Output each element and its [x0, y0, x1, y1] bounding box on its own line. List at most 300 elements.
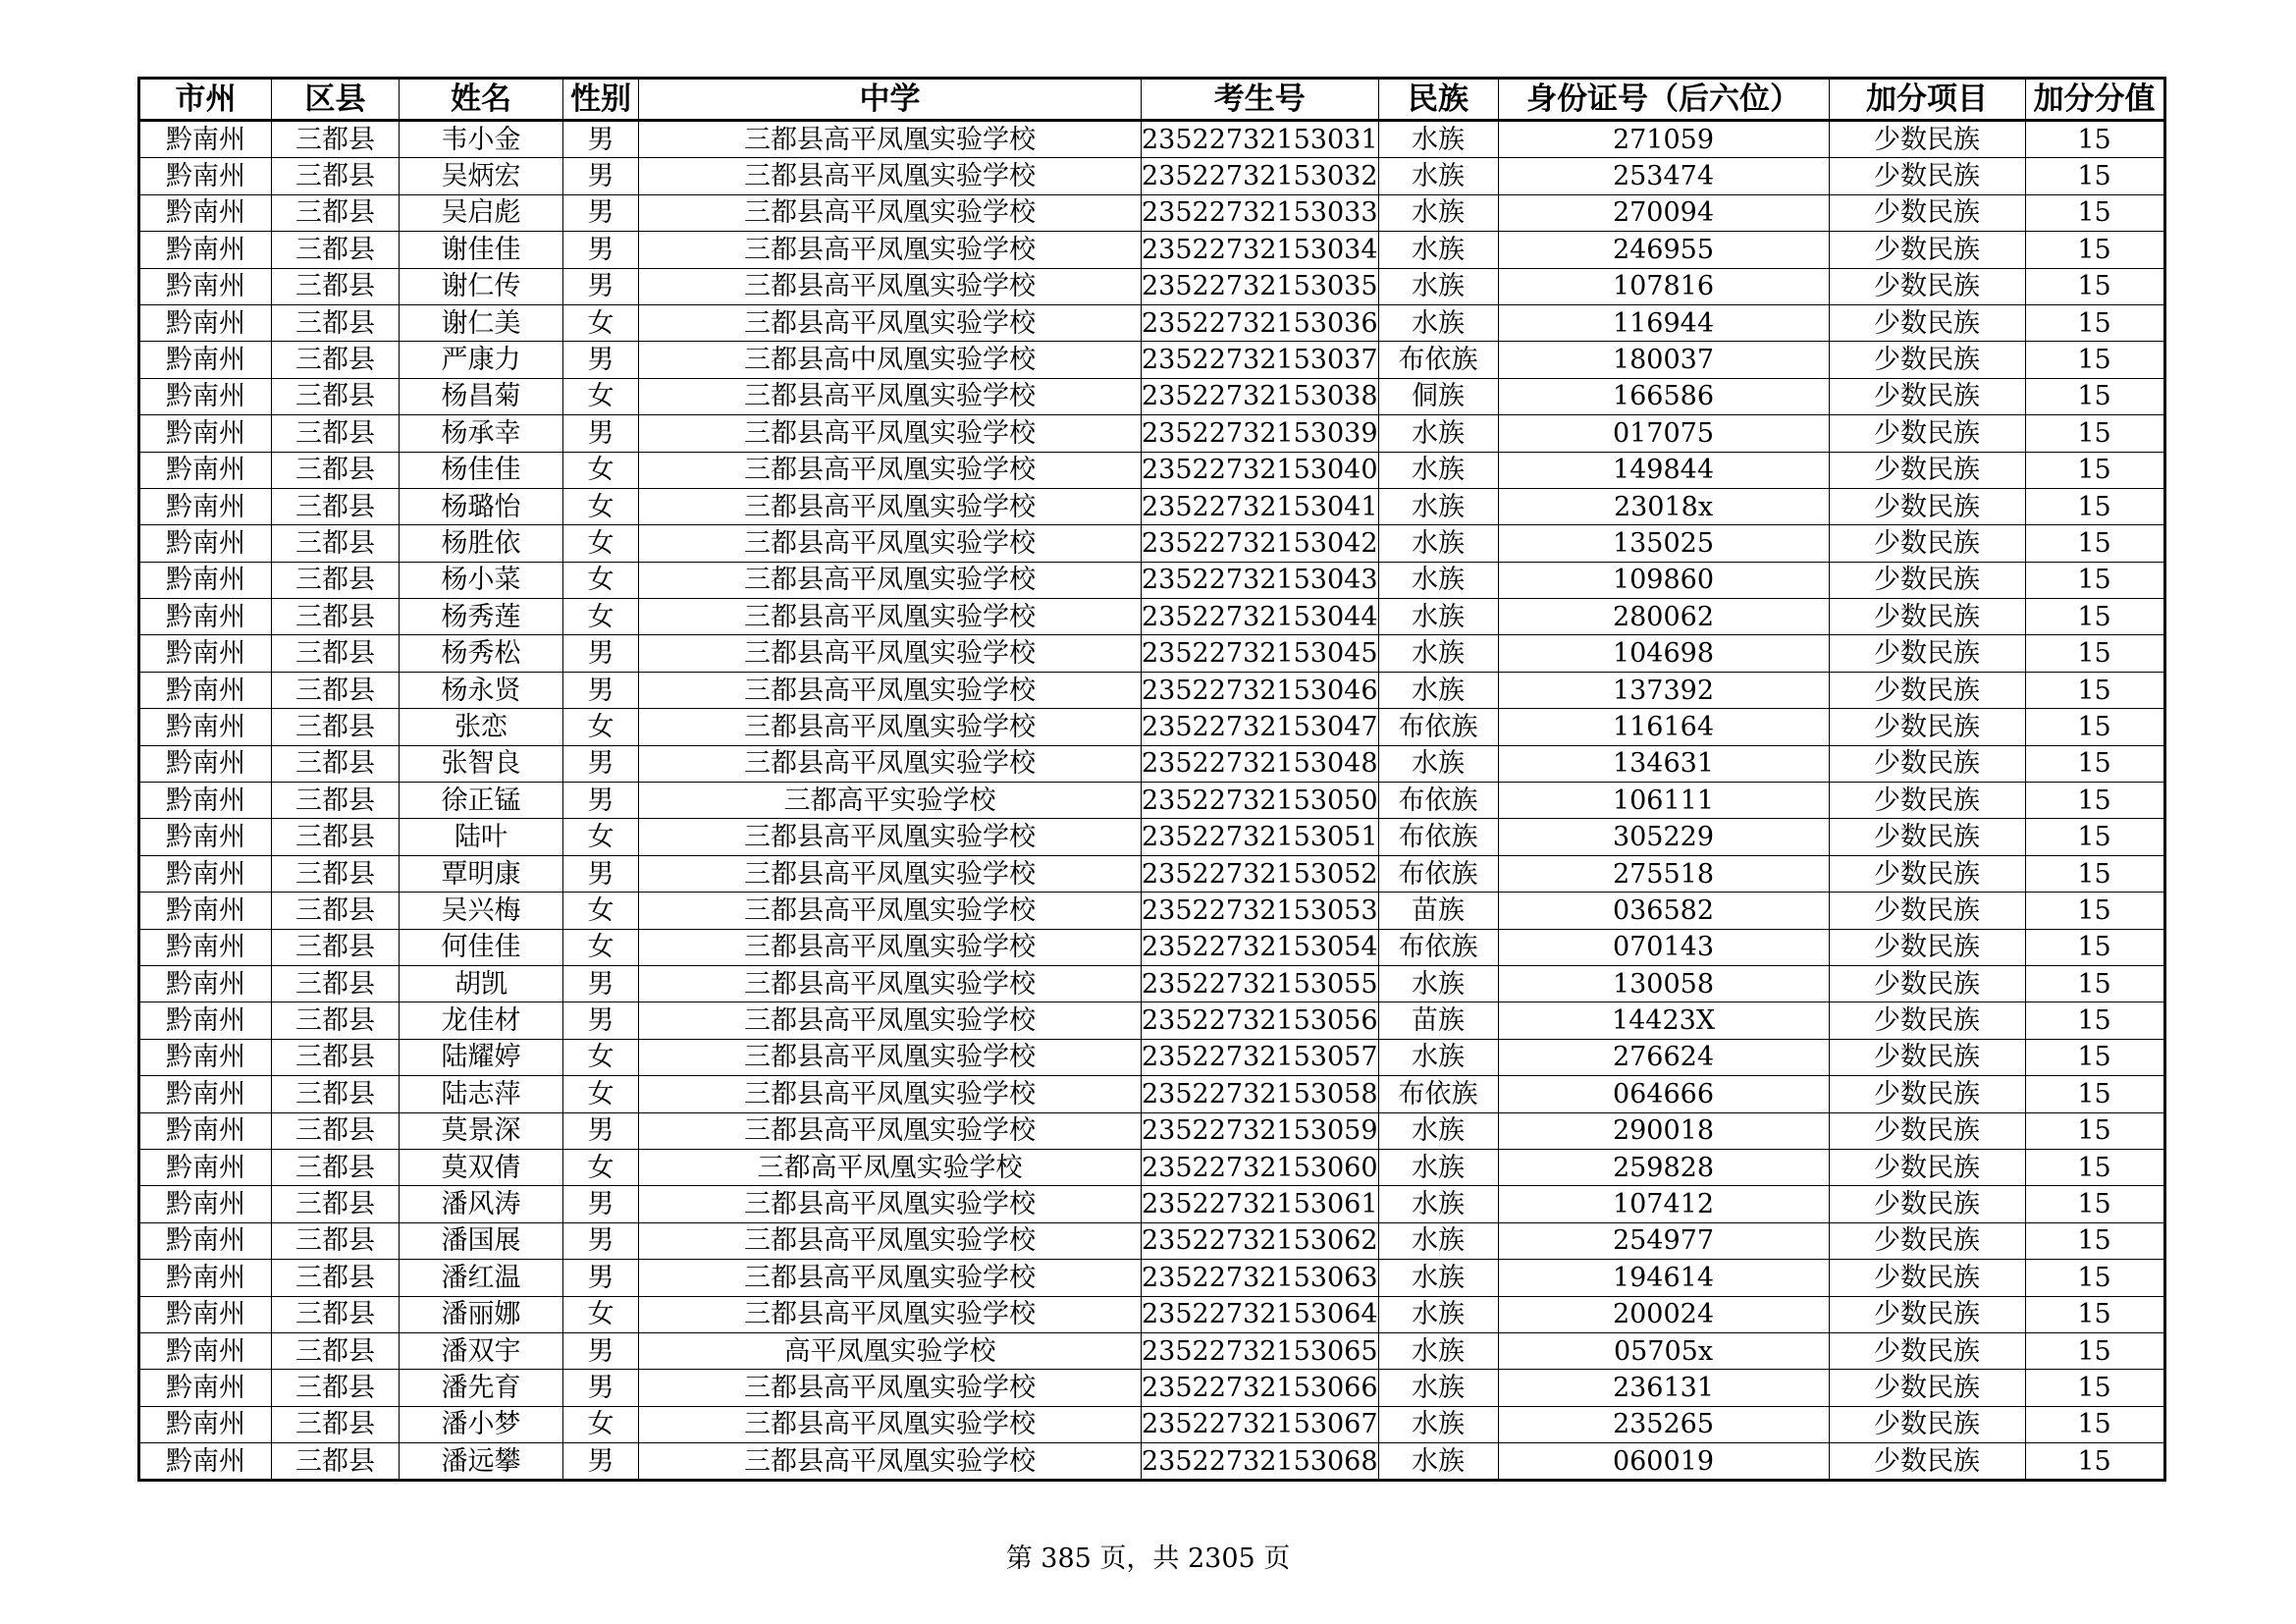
cell-gender: 男 — [563, 415, 639, 452]
cell-ethnicity: 水族 — [1378, 599, 1498, 635]
cell-id-last-six: 259828 — [1498, 1149, 1829, 1185]
cell-name: 胡凯 — [400, 965, 563, 1001]
cell-bonus-item: 少数民族 — [1829, 672, 2025, 708]
cell-exam-number: 23522732153061 — [1142, 1186, 1379, 1222]
cell-exam-number: 23522732153064 — [1142, 1296, 1379, 1332]
cell-gender: 男 — [563, 635, 639, 672]
cell-id-last-six: 107412 — [1498, 1186, 1829, 1222]
cell-bonus-points: 15 — [2025, 1076, 2164, 1112]
col-header-gender: 性别 — [563, 79, 639, 121]
cell-school: 三都县高平凤凰实验学校 — [639, 965, 1142, 1001]
table-body — [139, 121, 2165, 1481]
cell-name: 谢仁传 — [400, 268, 563, 304]
cell-gender: 男 — [563, 1222, 639, 1259]
cell-exam-number: 23522732153053 — [1142, 893, 1379, 929]
cell-ethnicity: 水族 — [1378, 268, 1498, 304]
cell-gender: 男 — [563, 1443, 639, 1481]
cell-county: 三都县 — [272, 1076, 400, 1112]
table-header-row — [139, 79, 2165, 121]
cell-city: 黔南州 — [139, 1370, 272, 1406]
cell-ethnicity: 水族 — [1378, 1260, 1498, 1296]
cell-county: 三都县 — [272, 1112, 400, 1149]
cell-name: 杨胜依 — [400, 525, 563, 562]
cell-id-last-six: 107816 — [1498, 268, 1829, 304]
cell-bonus-points: 15 — [2025, 194, 2164, 231]
cell-gender: 女 — [563, 709, 639, 745]
cell-bonus-points: 15 — [2025, 1186, 2164, 1222]
cell-ethnicity: 水族 — [1378, 1370, 1498, 1406]
cell-id-last-six: 271059 — [1498, 121, 1829, 158]
table-row — [139, 1443, 2165, 1481]
cell-county: 三都县 — [272, 378, 400, 414]
cell-bonus-item: 少数民族 — [1829, 893, 2025, 929]
cell-ethnicity: 水族 — [1378, 488, 1498, 524]
cell-exam-number: 23522732153066 — [1142, 1370, 1379, 1406]
col-header-city: 市州 — [139, 79, 272, 121]
cell-bonus-points: 15 — [2025, 268, 2164, 304]
cell-gender: 女 — [563, 378, 639, 414]
cell-name: 杨永贤 — [400, 672, 563, 708]
cell-gender: 男 — [563, 158, 639, 194]
cell-gender: 男 — [563, 232, 639, 268]
cell-name: 严康力 — [400, 342, 563, 378]
cell-county: 三都县 — [272, 929, 400, 965]
cell-gender: 男 — [563, 965, 639, 1001]
cell-id-last-six: 064666 — [1498, 1076, 1829, 1112]
cell-city: 黔南州 — [139, 488, 272, 524]
cell-bonus-points: 15 — [2025, 1222, 2164, 1259]
cell-id-last-six: 130058 — [1498, 965, 1829, 1001]
cell-city: 黔南州 — [139, 121, 272, 158]
cell-exam-number: 23522732153035 — [1142, 268, 1379, 304]
cell-id-last-six: 276624 — [1498, 1039, 1829, 1075]
cell-name: 莫景深 — [400, 1112, 563, 1149]
cell-bonus-points: 15 — [2025, 893, 2164, 929]
cell-school: 三都县高平凤凰实验学校 — [639, 1002, 1142, 1039]
cell-gender: 女 — [563, 893, 639, 929]
cell-school: 三都高平凤凰实验学校 — [639, 1149, 1142, 1185]
cell-city: 黔南州 — [139, 268, 272, 304]
table-row — [139, 415, 2165, 452]
cell-bonus-item: 少数民族 — [1829, 745, 2025, 782]
cell-city: 黔南州 — [139, 415, 272, 452]
cell-exam-number: 23522732153044 — [1142, 599, 1379, 635]
cell-county: 三都县 — [272, 965, 400, 1001]
cell-gender: 女 — [563, 1076, 639, 1112]
cell-bonus-item: 少数民族 — [1829, 1443, 2025, 1481]
cell-name: 潘远攀 — [400, 1443, 563, 1481]
cell-school: 三都县高平凤凰实验学校 — [639, 929, 1142, 965]
table-row — [139, 488, 2165, 524]
cell-city: 黔南州 — [139, 1186, 272, 1222]
cell-city: 黔南州 — [139, 1260, 272, 1296]
cell-id-last-six: 290018 — [1498, 1112, 1829, 1149]
table-row — [139, 562, 2165, 598]
cell-county: 三都县 — [272, 745, 400, 782]
cell-bonus-points: 15 — [2025, 1332, 2164, 1369]
cell-city: 黔南州 — [139, 232, 272, 268]
table-row — [139, 855, 2165, 892]
cell-bonus-points: 15 — [2025, 342, 2164, 378]
cell-city: 黔南州 — [139, 965, 272, 1001]
cell-ethnicity: 水族 — [1378, 562, 1498, 598]
col-header-ethnicity: 民族 — [1378, 79, 1498, 121]
cell-gender: 女 — [563, 1149, 639, 1185]
cell-city: 黔南州 — [139, 1039, 272, 1075]
cell-bonus-item: 少数民族 — [1829, 525, 2025, 562]
cell-city: 黔南州 — [139, 855, 272, 892]
cell-name: 张恋 — [400, 709, 563, 745]
cell-bonus-item: 少数民族 — [1829, 1112, 2025, 1149]
table-row — [139, 525, 2165, 562]
cell-bonus-item: 少数民族 — [1829, 1296, 2025, 1332]
cell-school: 三都县高平凤凰实验学校 — [639, 1296, 1142, 1332]
cell-county: 三都县 — [272, 1406, 400, 1442]
cell-county: 三都县 — [272, 635, 400, 672]
cell-id-last-six: 05705x — [1498, 1332, 1829, 1369]
cell-bonus-points: 15 — [2025, 562, 2164, 598]
table-row — [139, 709, 2165, 745]
cell-bonus-item: 少数民族 — [1829, 1406, 2025, 1442]
cell-bonus-points: 15 — [2025, 745, 2164, 782]
cell-city: 黔南州 — [139, 342, 272, 378]
cell-bonus-item: 少数民族 — [1829, 1039, 2025, 1075]
cell-id-last-six: 194614 — [1498, 1260, 1829, 1296]
cell-city: 黔南州 — [139, 452, 272, 488]
cell-exam-number: 23522732153047 — [1142, 709, 1379, 745]
cell-name: 潘双宇 — [400, 1332, 563, 1369]
table-row — [139, 1260, 2165, 1296]
cell-city: 黔南州 — [139, 378, 272, 414]
cell-county: 三都县 — [272, 1149, 400, 1185]
col-header-name: 姓名 — [400, 79, 563, 121]
cell-bonus-item: 少数民族 — [1829, 342, 2025, 378]
cell-county: 三都县 — [272, 819, 400, 855]
cell-school: 三都县高平凤凰实验学校 — [639, 158, 1142, 194]
cell-bonus-points: 15 — [2025, 1370, 2164, 1406]
cell-id-last-six: 104698 — [1498, 635, 1829, 672]
cell-exam-number: 23522732153056 — [1142, 1002, 1379, 1039]
cell-school: 三都县高平凤凰实验学校 — [639, 672, 1142, 708]
cell-id-last-six: 106111 — [1498, 783, 1829, 819]
cell-gender: 男 — [563, 745, 639, 782]
col-header-school: 中学 — [639, 79, 1142, 121]
cell-school: 三都县高中凤凰实验学校 — [639, 342, 1142, 378]
cell-bonus-points: 15 — [2025, 1002, 2164, 1039]
cell-ethnicity: 布依族 — [1378, 342, 1498, 378]
cell-exam-number: 23522732153058 — [1142, 1076, 1379, 1112]
cell-city: 黔南州 — [139, 1149, 272, 1185]
cell-gender: 男 — [563, 1332, 639, 1369]
cell-name: 杨承幸 — [400, 415, 563, 452]
cell-id-last-six: 270094 — [1498, 194, 1829, 231]
cell-bonus-points: 15 — [2025, 599, 2164, 635]
table-row — [139, 1186, 2165, 1222]
cell-bonus-points: 15 — [2025, 965, 2164, 1001]
cell-bonus-item: 少数民族 — [1829, 1370, 2025, 1406]
cell-bonus-points: 15 — [2025, 635, 2164, 672]
cell-bonus-points: 15 — [2025, 415, 2164, 452]
cell-gender: 男 — [563, 1370, 639, 1406]
cell-gender: 女 — [563, 599, 639, 635]
cell-bonus-points: 15 — [2025, 525, 2164, 562]
col-header-bonus-item: 加分项目 — [1829, 79, 2025, 121]
cell-bonus-item: 少数民族 — [1829, 965, 2025, 1001]
cell-bonus-item: 少数民族 — [1829, 452, 2025, 488]
cell-exam-number: 23522732153042 — [1142, 525, 1379, 562]
cell-county: 三都县 — [272, 268, 400, 304]
cell-county: 三都县 — [272, 1260, 400, 1296]
cell-bonus-item: 少数民族 — [1829, 415, 2025, 452]
cell-name: 吴炳宏 — [400, 158, 563, 194]
cell-bonus-points: 15 — [2025, 709, 2164, 745]
cell-school: 三都县高平凤凰实验学校 — [639, 194, 1142, 231]
cell-name: 何佳佳 — [400, 929, 563, 965]
cell-county: 三都县 — [272, 783, 400, 819]
cell-exam-number: 23522732153055 — [1142, 965, 1379, 1001]
cell-bonus-item: 少数民族 — [1829, 855, 2025, 892]
cell-gender: 男 — [563, 121, 639, 158]
cell-ethnicity: 水族 — [1378, 1149, 1498, 1185]
cell-name: 杨小菜 — [400, 562, 563, 598]
score-bonus-table — [137, 77, 2166, 1482]
cell-bonus-item: 少数民族 — [1829, 599, 2025, 635]
cell-city: 黔南州 — [139, 1076, 272, 1112]
cell-name: 陆志萍 — [400, 1076, 563, 1112]
cell-exam-number: 23522732153043 — [1142, 562, 1379, 598]
table-row — [139, 1076, 2165, 1112]
cell-bonus-points: 15 — [2025, 378, 2164, 414]
cell-ethnicity: 苗族 — [1378, 1002, 1498, 1039]
cell-ethnicity: 布依族 — [1378, 819, 1498, 855]
cell-county: 三都县 — [272, 415, 400, 452]
cell-name: 杨佳佳 — [400, 452, 563, 488]
table-row — [139, 1296, 2165, 1332]
cell-bonus-item: 少数民族 — [1829, 121, 2025, 158]
cell-ethnicity: 水族 — [1378, 158, 1498, 194]
cell-ethnicity: 水族 — [1378, 1443, 1498, 1481]
cell-exam-number: 23522732153033 — [1142, 194, 1379, 231]
cell-bonus-points: 15 — [2025, 672, 2164, 708]
cell-school: 三都县高平凤凰实验学校 — [639, 1222, 1142, 1259]
cell-bonus-item: 少数民族 — [1829, 194, 2025, 231]
cell-name: 韦小金 — [400, 121, 563, 158]
table-row — [139, 819, 2165, 855]
cell-county: 三都县 — [272, 232, 400, 268]
cell-school: 三都县高平凤凰实验学校 — [639, 1406, 1142, 1442]
cell-county: 三都县 — [272, 194, 400, 231]
cell-name: 潘红温 — [400, 1260, 563, 1296]
table-row — [139, 1370, 2165, 1406]
cell-bonus-points: 15 — [2025, 1039, 2164, 1075]
table-row — [139, 1002, 2165, 1039]
cell-bonus-points: 15 — [2025, 1149, 2164, 1185]
cell-exam-number: 23522732153060 — [1142, 1149, 1379, 1185]
cell-school: 三都县高平凤凰实验学校 — [639, 1443, 1142, 1481]
col-header-exam-number: 考生号 — [1142, 79, 1379, 121]
cell-gender: 女 — [563, 488, 639, 524]
cell-gender: 男 — [563, 1112, 639, 1149]
cell-exam-number: 23522732153054 — [1142, 929, 1379, 965]
cell-school: 三都县高平凤凰实验学校 — [639, 1260, 1142, 1296]
cell-gender: 男 — [563, 268, 639, 304]
cell-ethnicity: 苗族 — [1378, 893, 1498, 929]
cell-id-last-six: 060019 — [1498, 1443, 1829, 1481]
cell-bonus-item: 少数民族 — [1829, 1222, 2025, 1259]
cell-city: 黔南州 — [139, 1222, 272, 1259]
cell-name: 潘先育 — [400, 1370, 563, 1406]
cell-gender: 女 — [563, 562, 639, 598]
cell-city: 黔南州 — [139, 635, 272, 672]
cell-name: 谢仁美 — [400, 304, 563, 341]
cell-exam-number: 23522732153038 — [1142, 378, 1379, 414]
cell-bonus-item: 少数民族 — [1829, 488, 2025, 524]
cell-school: 三都县高平凤凰实验学校 — [639, 121, 1142, 158]
cell-bonus-points: 15 — [2025, 855, 2164, 892]
cell-ethnicity: 水族 — [1378, 965, 1498, 1001]
cell-exam-number: 23522732153057 — [1142, 1039, 1379, 1075]
cell-county: 三都县 — [272, 672, 400, 708]
cell-city: 黔南州 — [139, 745, 272, 782]
cell-county: 三都县 — [272, 342, 400, 378]
cell-city: 黔南州 — [139, 1406, 272, 1442]
cell-county: 三都县 — [272, 1443, 400, 1481]
cell-school: 三都县高平凤凰实验学校 — [639, 1112, 1142, 1149]
table-row — [139, 452, 2165, 488]
cell-school: 三都县高平凤凰实验学校 — [639, 1186, 1142, 1222]
cell-school: 三都县高平凤凰实验学校 — [639, 599, 1142, 635]
col-header-id-last-six: 身份证号（后六位） — [1498, 79, 1829, 121]
cell-ethnicity: 水族 — [1378, 1296, 1498, 1332]
cell-bonus-points: 15 — [2025, 1296, 2164, 1332]
cell-exam-number: 23522732153048 — [1142, 745, 1379, 782]
cell-id-last-six: 14423X — [1498, 1002, 1829, 1039]
cell-name: 莫双倩 — [400, 1149, 563, 1185]
cell-exam-number: 23522732153039 — [1142, 415, 1379, 452]
col-header-bonus-points: 加分分值 — [2025, 79, 2164, 121]
cell-school: 三都县高平凤凰实验学校 — [639, 232, 1142, 268]
cell-county: 三都县 — [272, 562, 400, 598]
cell-school: 三都县高平凤凰实验学校 — [639, 452, 1142, 488]
cell-bonus-item: 少数民族 — [1829, 819, 2025, 855]
cell-id-last-six: 149844 — [1498, 452, 1829, 488]
cell-city: 黔南州 — [139, 1112, 272, 1149]
cell-name: 徐正锰 — [400, 783, 563, 819]
cell-bonus-points: 15 — [2025, 1260, 2164, 1296]
cell-school: 三都县高平凤凰实验学校 — [639, 819, 1142, 855]
cell-school: 三都县高平凤凰实验学校 — [639, 268, 1142, 304]
cell-bonus-points: 15 — [2025, 929, 2164, 965]
cell-county: 三都县 — [272, 452, 400, 488]
cell-gender: 女 — [563, 1406, 639, 1442]
cell-exam-number: 23522732153046 — [1142, 672, 1379, 708]
cell-bonus-item: 少数民族 — [1829, 268, 2025, 304]
cell-id-last-six: 246955 — [1498, 232, 1829, 268]
cell-id-last-six: 070143 — [1498, 929, 1829, 965]
cell-county: 三都县 — [272, 1002, 400, 1039]
cell-id-last-six: 116944 — [1498, 304, 1829, 341]
cell-county: 三都县 — [272, 1332, 400, 1369]
cell-gender: 男 — [563, 672, 639, 708]
cell-gender: 女 — [563, 452, 639, 488]
cell-gender: 男 — [563, 342, 639, 378]
cell-name: 吴兴梅 — [400, 893, 563, 929]
cell-id-last-six: 137392 — [1498, 672, 1829, 708]
table-row — [139, 783, 2165, 819]
cell-id-last-six: 109860 — [1498, 562, 1829, 598]
cell-city: 黔南州 — [139, 1296, 272, 1332]
cell-name: 潘国展 — [400, 1222, 563, 1259]
cell-ethnicity: 水族 — [1378, 745, 1498, 782]
cell-city: 黔南州 — [139, 672, 272, 708]
cell-school: 三都县高平凤凰实验学校 — [639, 1076, 1142, 1112]
cell-name: 潘丽娜 — [400, 1296, 563, 1332]
cell-ethnicity: 水族 — [1378, 1112, 1498, 1149]
cell-exam-number: 23522732153065 — [1142, 1332, 1379, 1369]
cell-id-last-six: 200024 — [1498, 1296, 1829, 1332]
cell-bonus-points: 15 — [2025, 819, 2164, 855]
cell-exam-number: 23522732153051 — [1142, 819, 1379, 855]
cell-name: 吴启彪 — [400, 194, 563, 231]
table-row — [139, 1222, 2165, 1259]
cell-id-last-six: 036582 — [1498, 893, 1829, 929]
cell-gender: 男 — [563, 194, 639, 231]
cell-ethnicity: 水族 — [1378, 232, 1498, 268]
cell-id-last-six: 135025 — [1498, 525, 1829, 562]
cell-id-last-six: 305229 — [1498, 819, 1829, 855]
cell-ethnicity: 水族 — [1378, 194, 1498, 231]
cell-county: 三都县 — [272, 1039, 400, 1075]
cell-name: 潘风涛 — [400, 1186, 563, 1222]
cell-county: 三都县 — [272, 893, 400, 929]
cell-gender: 女 — [563, 1296, 639, 1332]
cell-school: 三都县高平凤凰实验学校 — [639, 1039, 1142, 1075]
cell-bonus-points: 15 — [2025, 1406, 2164, 1442]
cell-ethnicity: 布依族 — [1378, 929, 1498, 965]
cell-school: 三都县高平凤凰实验学校 — [639, 304, 1142, 341]
table-row — [139, 1039, 2165, 1075]
cell-exam-number: 23522732153067 — [1142, 1406, 1379, 1442]
cell-id-last-six: 253474 — [1498, 158, 1829, 194]
cell-exam-number: 23522732153050 — [1142, 783, 1379, 819]
cell-ethnicity: 布依族 — [1378, 709, 1498, 745]
cell-bonus-item: 少数民族 — [1829, 929, 2025, 965]
cell-school: 三都县高平凤凰实验学校 — [639, 893, 1142, 929]
cell-id-last-six: 23018x — [1498, 488, 1829, 524]
col-header-county: 区县 — [272, 79, 400, 121]
cell-exam-number: 23522732153040 — [1142, 452, 1379, 488]
table-row — [139, 635, 2165, 672]
cell-name: 杨璐怡 — [400, 488, 563, 524]
cell-city: 黔南州 — [139, 1443, 272, 1481]
cell-bonus-item: 少数民族 — [1829, 1002, 2025, 1039]
cell-city: 黔南州 — [139, 1332, 272, 1369]
table-row — [139, 1406, 2165, 1442]
cell-city: 黔南州 — [139, 562, 272, 598]
table-row — [139, 1112, 2165, 1149]
cell-exam-number: 23522732153034 — [1142, 232, 1379, 268]
cell-ethnicity: 水族 — [1378, 1039, 1498, 1075]
table-row — [139, 304, 2165, 341]
cell-county: 三都县 — [272, 525, 400, 562]
table-row — [139, 342, 2165, 378]
cell-county: 三都县 — [272, 855, 400, 892]
table-row — [139, 893, 2165, 929]
cell-bonus-item: 少数民族 — [1829, 1149, 2025, 1185]
table-row — [139, 929, 2165, 965]
table-row — [139, 1149, 2165, 1185]
cell-county: 三都县 — [272, 1296, 400, 1332]
